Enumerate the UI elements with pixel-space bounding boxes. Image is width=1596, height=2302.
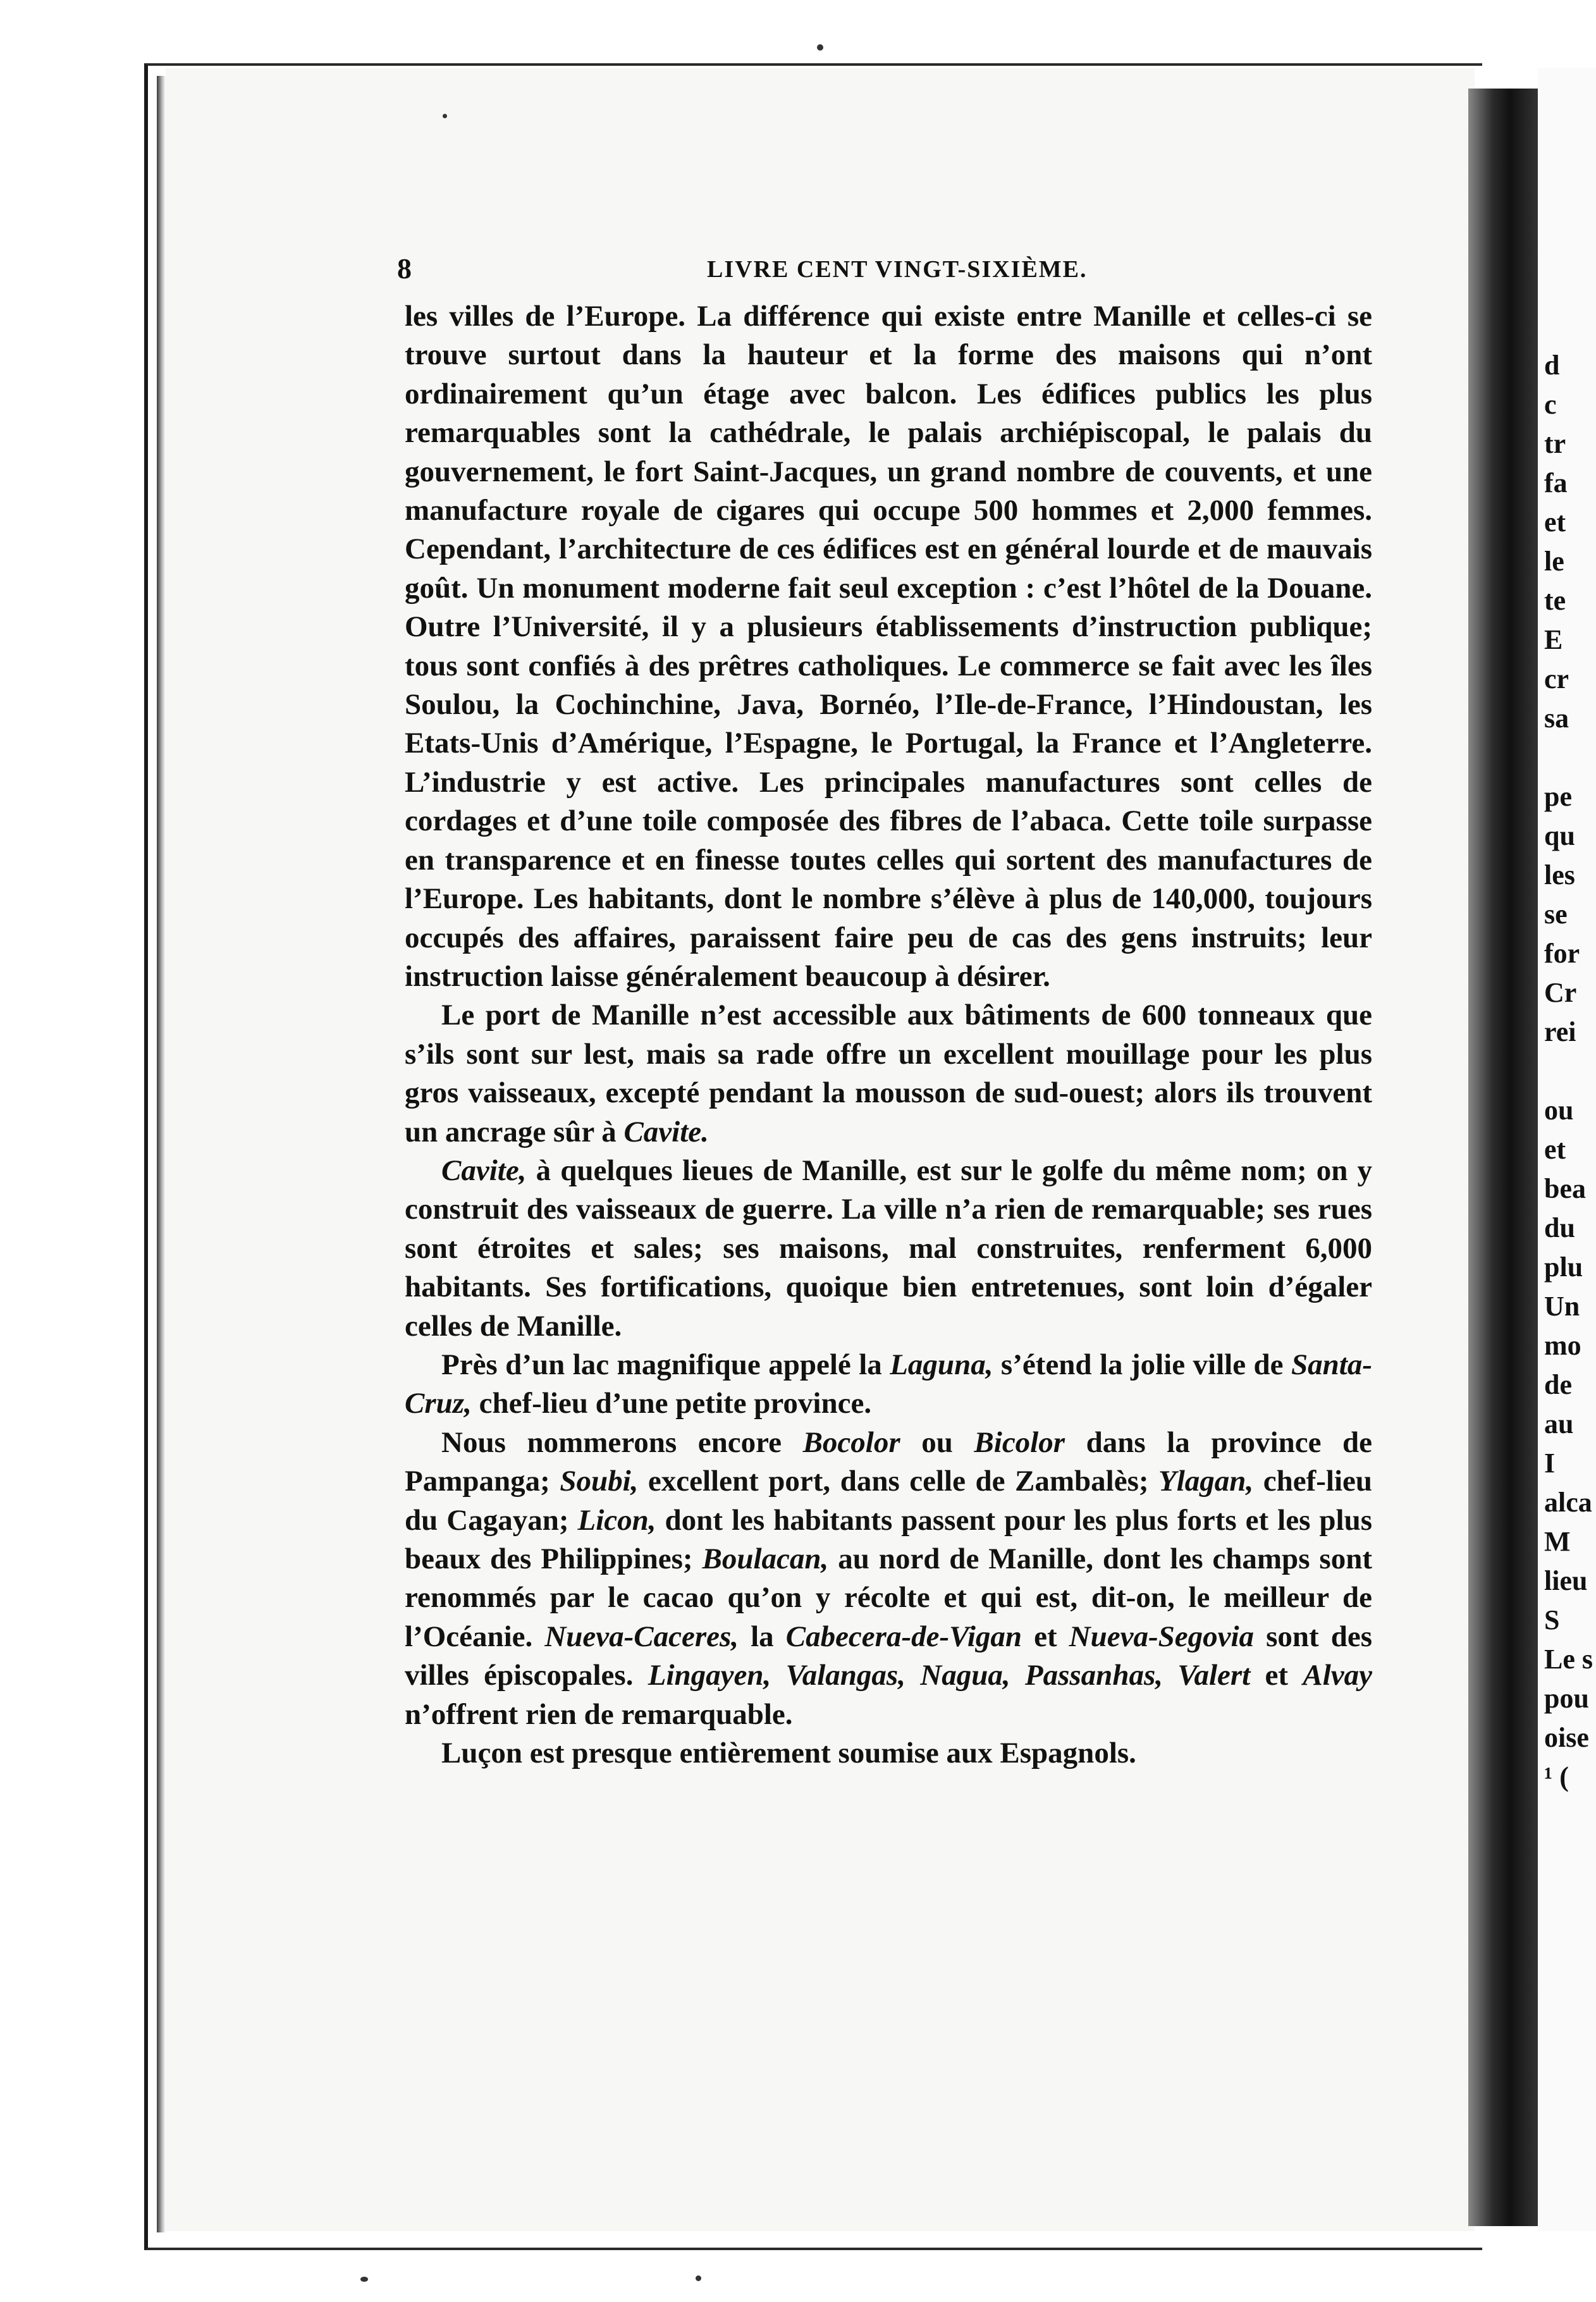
body-text bbox=[405, 297, 1372, 1773]
facing-page-text: S bbox=[1544, 1604, 1560, 1635]
italic-text: Laguna, bbox=[890, 1348, 993, 1381]
italic-text: Boulacan, bbox=[702, 1542, 829, 1575]
facing-page-text: pou bbox=[1544, 1683, 1589, 1714]
paragraph bbox=[405, 996, 1372, 1152]
italic-text: Nueva-Segovia bbox=[1069, 1620, 1255, 1653]
running-title: LIVRE CENT VINGT-SIXIÈME. bbox=[707, 256, 1088, 283]
paragraph bbox=[405, 297, 1372, 996]
facing-page-text: te bbox=[1544, 585, 1566, 616]
italic-text: Lingayen, Valangas, Nagua, Passanhas, Valert bbox=[648, 1659, 1251, 1692]
facing-page-text: rei bbox=[1544, 1016, 1576, 1047]
facing-page-text: alca bbox=[1544, 1487, 1592, 1518]
italic-text: Licon, bbox=[577, 1503, 656, 1537]
text-run: dont les habitants passent pour les plus forts et les plus beaux des Philippines; bbox=[405, 1503, 1373, 1575]
text-run: Nous nommerons encore bbox=[441, 1425, 803, 1459]
paragraph bbox=[405, 1424, 1372, 1734]
paragraph bbox=[405, 1152, 1372, 1346]
italic-text: Ylagan, bbox=[1158, 1465, 1254, 1498]
page-header bbox=[397, 252, 1396, 290]
facing-page-text: for bbox=[1544, 938, 1580, 969]
facing-page-text: cr bbox=[1544, 663, 1569, 694]
text-run: et bbox=[1250, 1659, 1303, 1692]
text-run: chef-lieu d’une petite province. bbox=[471, 1387, 872, 1420]
facing-page-text: ou bbox=[1544, 1095, 1574, 1126]
speck bbox=[443, 114, 447, 118]
text-run: ou bbox=[900, 1425, 974, 1459]
facing-page-text: fa bbox=[1544, 467, 1568, 498]
facing-page-text: qu bbox=[1544, 820, 1575, 851]
facing-page-text: pe bbox=[1544, 781, 1572, 812]
facing-page-text: lieu bbox=[1544, 1565, 1588, 1596]
italic-text: Cavite, bbox=[441, 1154, 527, 1187]
italic-text: Cavite. bbox=[623, 1115, 709, 1148]
facing-page-text: I bbox=[1544, 1448, 1556, 1479]
paragraph bbox=[405, 1346, 1372, 1424]
facing-page-text: d bbox=[1544, 350, 1560, 381]
facing-page-text: M bbox=[1544, 1526, 1571, 1557]
italic-text: Bocolor bbox=[802, 1425, 900, 1459]
text-run: la bbox=[739, 1620, 786, 1653]
text-run: les villes de l’Europe. La différence qui existe entre Manille et celles-ci se trouve surtout dans la hauteur et la forme des maisons qui n’ont ordinairement qu’un étage avec balcon. Les édifices publics les plus remarquables sont la cathédrale, le palais archiépiscopal, le palais du gouvernement, le fort Saint-Jacques, un grand nombre de couvents, et une manufacture royale de cigares qui occupe 500 hommes et 2,000 femmes. Cependant, l’architecture de ces édifices est en général lourde et de mauvais goût. Un monument moderne fait seul exception : c’est l’hôtel de la Douane. Outre l’Université, il y a plusieurs établissements d’instruction publique; tous sont confiés à des prêtres catholiques. Le commerce se fait avec les îles Soulou, la Cochinchine, Java, Bornéo, l’Ile-de-France, l’Hindoustan, les Etats-Unis d’Amérique, l’Espagne, le Portugal, la France et l’Angleterre. L’industrie y est active. Les principales manufactures sont celles de cordages et d’une toile composée des fibres de l’abaca. Cette toile surpasse en transparence et en finesse toutes celles qui sortent des manufactures de l’Europe. Les habitants, dont le nombre s’élève à plus de 140,000, toujours occupés des affaires, paraissent faire peu de cas des gens instruits; leur instruction laisse généralement beaucoup à désirer. bbox=[405, 300, 1372, 993]
paragraph bbox=[405, 1734, 1372, 1773]
text-run: au nord de Manille, dont les champs sont renommés par le cacao qu’on y récolte et qui est, dit-on, le meilleur de l’Océanie. bbox=[405, 1542, 1372, 1653]
italic-text: Alvay bbox=[1303, 1659, 1372, 1692]
text-run: à quelques lieues de Manille, est sur le golfe du même nom; on y construit des vaisseaux de guerre. La ville n’a rien de remarquable; ses rues sont étroites et sales; ses maisons, mal construites, renferment 6,000 habitants. Ses fortifications, quoique bien entretenues, sont loin d’égaler celles de Manille. bbox=[405, 1154, 1372, 1343]
facing-page-text: oise bbox=[1544, 1722, 1589, 1753]
text-run: excellent port, dans celle de Zambalès; bbox=[638, 1465, 1159, 1498]
facing-page-text: bea bbox=[1544, 1173, 1586, 1204]
facing-page-text: Cr bbox=[1544, 977, 1577, 1008]
facing-page-text: Le s bbox=[1544, 1644, 1593, 1675]
facing-page-text: mo bbox=[1544, 1330, 1581, 1361]
facing-page-text: de bbox=[1544, 1369, 1572, 1400]
page-left-edge bbox=[157, 76, 166, 2232]
text-run: n’offrent rien de remarquable. bbox=[405, 1697, 793, 1731]
text-run: s’étend la jolie ville de bbox=[993, 1348, 1291, 1381]
facing-page-text: le bbox=[1544, 546, 1564, 577]
facing-page-text: au bbox=[1544, 1408, 1574, 1439]
text-run: chef-lieu du Cagayan; bbox=[405, 1465, 1372, 1537]
facing-page-text: Un bbox=[1544, 1291, 1580, 1322]
text-run: Près d’un lac magnifique appelé la bbox=[441, 1348, 890, 1381]
facing-page-text: se bbox=[1544, 899, 1568, 930]
facing-page-text: les bbox=[1544, 859, 1575, 890]
page-number: 8 bbox=[397, 252, 412, 285]
italic-text: Bicolor bbox=[974, 1425, 1065, 1459]
speck bbox=[817, 44, 823, 51]
facing-page-text: c bbox=[1544, 389, 1557, 420]
text-run: et bbox=[1022, 1620, 1069, 1653]
speck bbox=[360, 2277, 368, 2282]
text-run: dans la province de Pampanga; bbox=[405, 1425, 1372, 1498]
facing-page-text: E bbox=[1544, 624, 1563, 655]
italic-text: Soubi, bbox=[560, 1465, 639, 1498]
facing-page-text: plu bbox=[1544, 1252, 1583, 1283]
facing-page-text: du bbox=[1544, 1212, 1575, 1243]
italic-text: Santa-Cruz, bbox=[405, 1348, 1372, 1420]
facing-page-text: sa bbox=[1544, 703, 1569, 734]
facing-page-text: et bbox=[1544, 1134, 1566, 1165]
binding-gutter bbox=[1468, 89, 1538, 2226]
text-run: sont des villes épiscopales. bbox=[405, 1620, 1373, 1692]
facing-page-text: tr bbox=[1544, 428, 1566, 459]
text-run: Le port de Manille n’est accessible aux bâtiments de 600 tonneaux que s’ils sont sur lest, mais sa rade offre un excellent mouillage pour les plus gros vaisseaux, excepté pendant la mousson de sud-ouest; alors ils trouvent un ancrage sûr à bbox=[405, 999, 1372, 1148]
facing-page-text: et bbox=[1544, 507, 1566, 538]
italic-text: Nueva-Caceres, bbox=[544, 1620, 739, 1653]
facing-page-text: ¹ ( bbox=[1544, 1761, 1569, 1792]
speck bbox=[696, 2275, 701, 2281]
text-run: Luçon est presque entièrement soumise aux Espagnols. bbox=[441, 1737, 1136, 1770]
italic-text: Cabecera-de-Vigan bbox=[785, 1620, 1022, 1653]
facing-page-fragment bbox=[1538, 68, 1596, 2231]
